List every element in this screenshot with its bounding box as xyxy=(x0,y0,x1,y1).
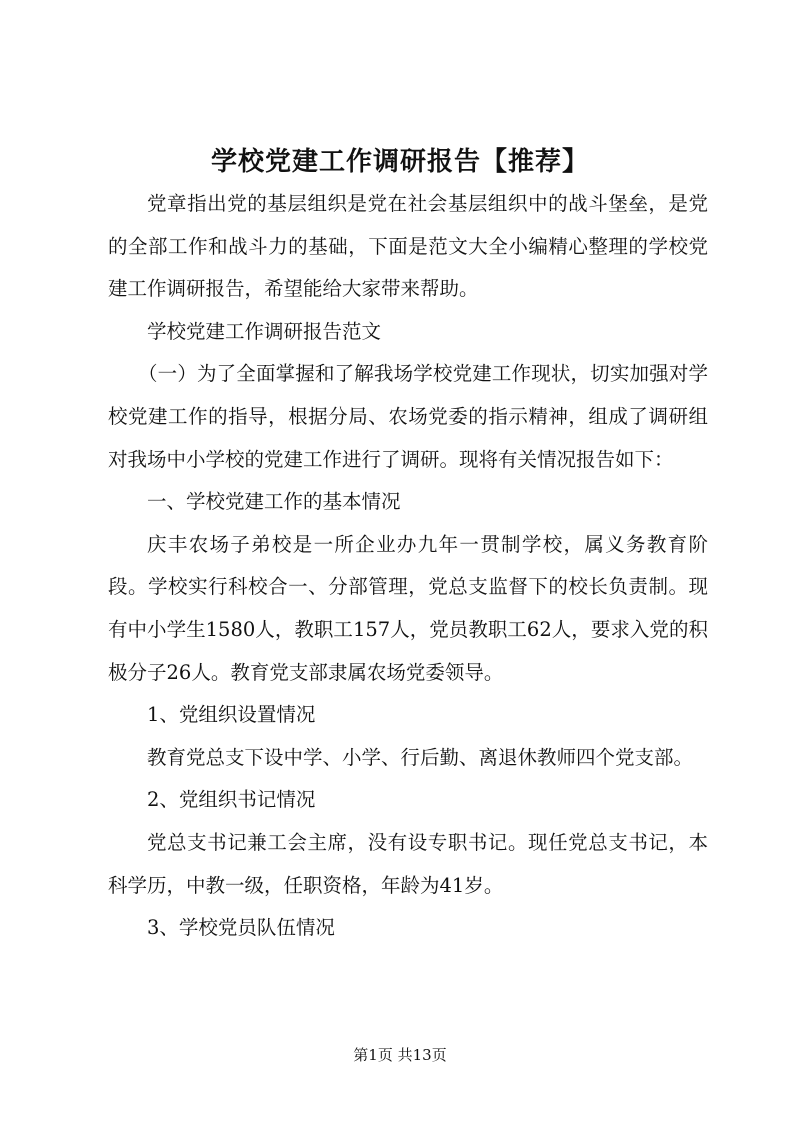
document-title: 学校党建工作调研报告【推荐】 xyxy=(210,147,589,177)
paragraph-section-one: （一）为了全面掌握和了解我场学校党建工作现状，切实加强对学校党建工作的指导，根据分局、农场党委的指示精神，组成了调研组对我场中小学校的党建工作进行了调研。现将有关情况报告如下： xyxy=(108,362,708,471)
heading-party-members: 3、学校党员队伍情况 xyxy=(147,916,335,940)
page-number-footer: 第1页 共13页 xyxy=(353,1046,447,1064)
heading-party-organization: 1、党组织设置情况 xyxy=(147,703,316,727)
paragraph-party-branches: 教育党总支下设中学、小学、行后勤、离退休教师四个党支部。 xyxy=(147,745,694,769)
paragraph-secretary-details: 党总支书记兼工会主席，没有设专职书记。现任党总支书记，本科学历，中教一级，任职资格，年龄为41岁。 xyxy=(108,830,708,897)
paragraph-intro: 党章指出党的基层组织是党在社会基层组织中的战斗堡垒，是党的全部工作和战斗力的基础，下面是范文大全小编精心整理的学校党建工作调研报告，希望能给大家带来帮助。 xyxy=(108,192,708,301)
heading-party-secretary: 2、党组织书记情况 xyxy=(147,788,316,812)
heading-basic-situation: 一、学校党建工作的基本情况 xyxy=(147,490,401,514)
paragraph-school-overview: 庆丰农场子弟校是一所企业办九年一贯制学校，属义务教育阶段。学校实行科校合一、分部管理，党总支监督下的校长负责制。现有中小学生1580人，教职工157人，党员教职工62人，要求入党的积极分子26人。教育党支部隶属农场党委领导。 xyxy=(108,532,708,684)
document-body xyxy=(108,183,708,950)
paragraph-subtitle: 学校党建工作调研报告范文 xyxy=(147,319,382,343)
